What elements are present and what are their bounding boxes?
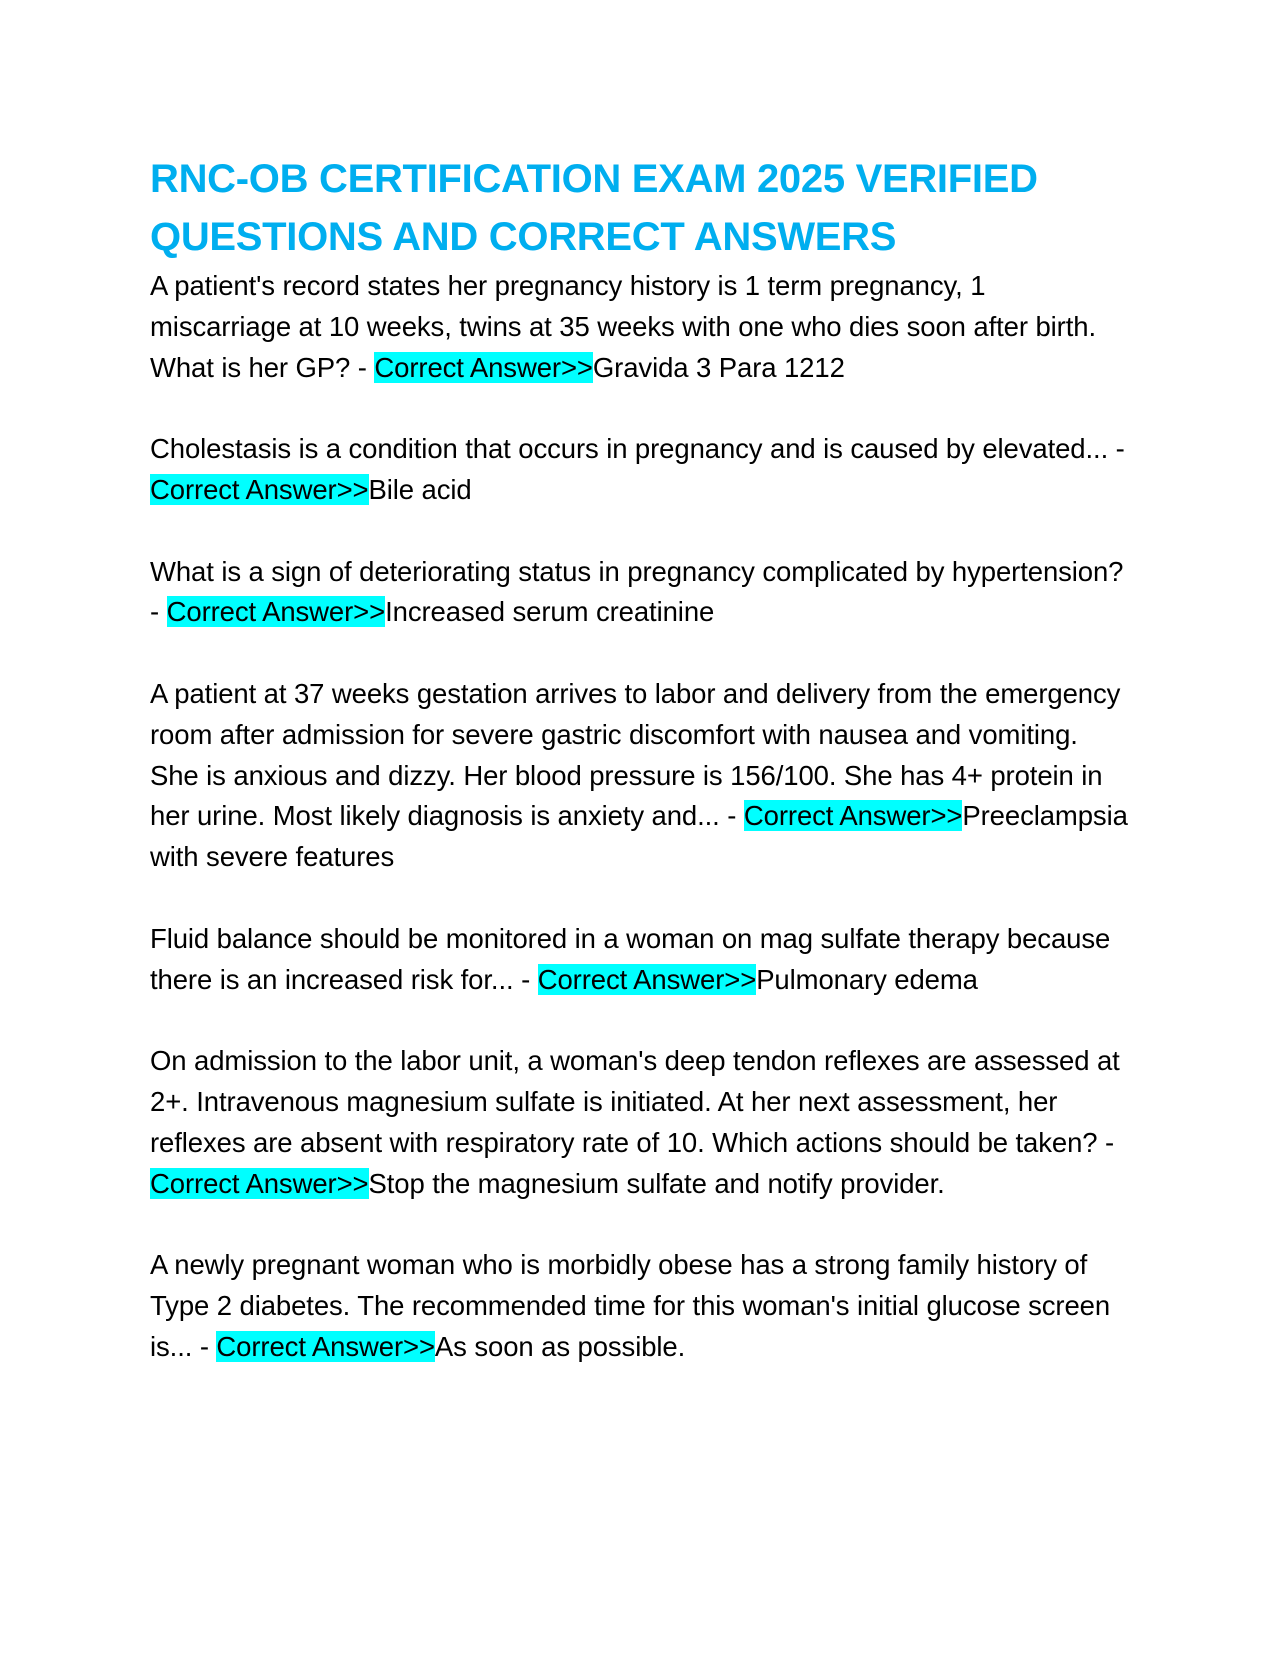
answer-text: Pulmonary edema (756, 963, 978, 995)
answer-label: Correct Answer>> (150, 1167, 369, 1199)
separator: - (350, 351, 375, 383)
answer-label: Correct Answer>> (166, 596, 386, 628)
answer-label: Correct Answer>> (150, 473, 369, 505)
separator: - (192, 1330, 217, 1362)
document-content (150, 150, 1130, 1368)
qa-item (150, 674, 1130, 878)
separator: - (150, 596, 167, 628)
qa-list (150, 266, 1130, 1368)
answer-text: Preeclampsia with severe features (150, 800, 1128, 873)
question-text: A patient's record states her pregnancy history is 1 term pregnancy, 1 miscarriage at 10 weeks, twins at 35 weeks with one who dies soon after birth. What is her GP? (150, 270, 1096, 383)
answer-text: Gravida 3 Para 1212 (592, 351, 845, 383)
question-text: On admission to the labor unit, a woman's deep tendon reflexes are assessed at 2+. Intravenous magnesium sulfate is initiated. At her next assessment, her reflexes are absent with respiratory rate of 10. Which actions should be taken? (150, 1045, 1120, 1158)
answer-label: Correct Answer>> (537, 963, 757, 995)
answer-text: Stop the magnesium sulfate and notify provider. (368, 1167, 945, 1199)
separator: - (719, 800, 744, 832)
answer-text: Bile acid (368, 473, 472, 505)
answer-text: Increased serum creatinine (385, 596, 715, 628)
separator: - (513, 963, 538, 995)
qa-item (150, 552, 1130, 634)
qa-item (150, 1041, 1130, 1204)
answer-text: As soon as possible. (434, 1330, 686, 1362)
qa-item (150, 1245, 1130, 1367)
answer-label: Correct Answer>> (374, 351, 593, 383)
document-title: RNC-OB CERTIFICATION EXAM 2025 VERIFIED QUESTIONS AND CORRECT ANSWERS (150, 157, 1038, 259)
question-text: A patient at 37 weeks gestation arrives to labor and delivery from the emergency room after admission for severe gastric discomfort with nausea and vomiting. She is anxious and dizzy. Her blood pressure is 156/100. She has 4+ protein in her urine. Most likely diagnosis is anxiety and... (150, 677, 1121, 832)
question-text: Fluid balance should be monitored in a woman on mag sulfate therapy because there is an increased risk for... (150, 922, 1111, 995)
qa-item (150, 266, 1130, 388)
question-text: A newly pregnant woman who is morbidly obese has a strong family history of Type 2 diabetes. The recommended time for this woman's initial glucose screen is... (150, 1249, 1111, 1362)
answer-label: Correct Answer>> (216, 1330, 435, 1362)
question-text: Cholestasis is a condition that occurs in pregnancy and is caused by elevated... (150, 433, 1109, 465)
question-text: What is a sign of deteriorating status in pregnancy complicated by hypertension? (150, 555, 1124, 587)
qa-item (150, 919, 1130, 1001)
answer-label: Correct Answer>> (743, 800, 963, 832)
qa-item (150, 429, 1130, 511)
separator: - (1097, 1126, 1115, 1158)
separator: - (1108, 433, 1125, 465)
